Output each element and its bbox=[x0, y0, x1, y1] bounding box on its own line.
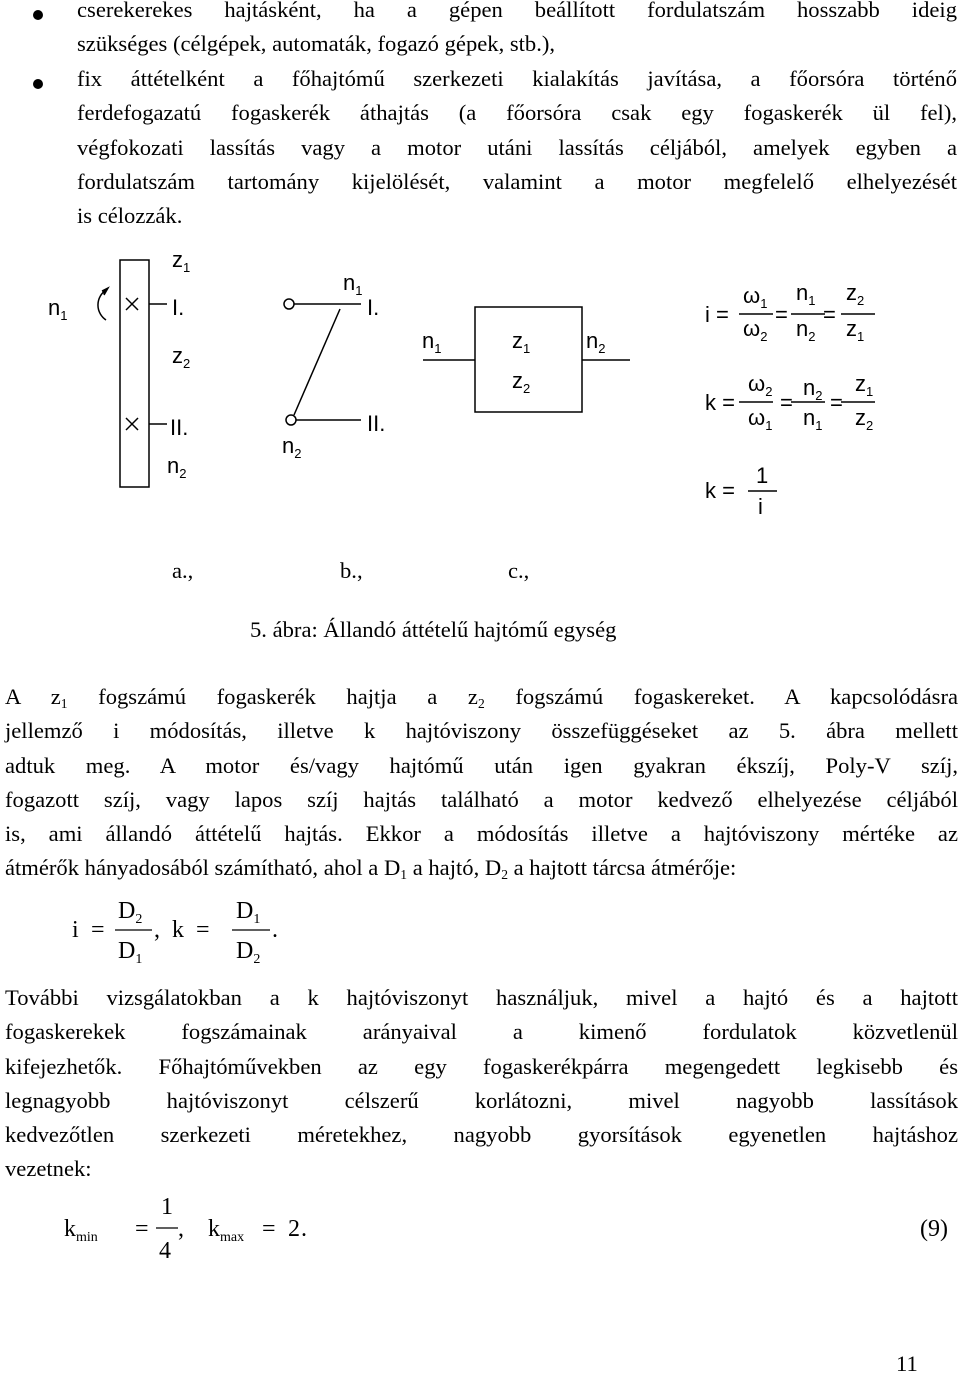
text-line: adtuk meg. A motor és/vagy hajtómű után igen gyakran ékszíj, Poly-V szíj, bbox=[5, 752, 958, 778]
text-line: További vizsgálatokban a k hajtóviszonyt használjuk, mivel a hajtó és a hajtott bbox=[5, 985, 958, 1010]
eq-comma: , bbox=[154, 917, 160, 943]
omega1: $\omega_1$ bbox=[748, 405, 773, 433]
eq-sign: = bbox=[830, 390, 843, 415]
omega1: $\omega_1$ bbox=[743, 283, 768, 311]
text-line: A $z_1$ fogszámú fogaskerék hajtja a $z_2$ fogszámú fogaskereket. A kapcsolódásra bbox=[5, 684, 958, 712]
sublabel-b: b., bbox=[340, 558, 363, 583]
text-line: fordulatszám tartomány kijelölését, valamint a motor megfelelő elhelyezését bbox=[77, 168, 957, 194]
text-line: szükséges (célgépek, automaták, fogazó gépek, stb.), bbox=[77, 31, 556, 57]
paragraph-1 bbox=[5, 680, 958, 886]
gear-drive-figure bbox=[0, 235, 960, 535]
eq-sign: = bbox=[780, 390, 793, 415]
eq-sign: = bbox=[196, 917, 210, 943]
eq-sign: = bbox=[91, 917, 105, 943]
text-line: fogazott szíj, vagy lapos szíj hajtás található a motor kedvező elhelyezése céljából bbox=[5, 786, 958, 812]
text-line: végfokozati lassítás vagy a motor utáni lassítás céljából, amelyek egyben a bbox=[77, 134, 957, 160]
eq-sign: = bbox=[262, 1216, 276, 1242]
n2-bottom: $n_2$ bbox=[796, 316, 816, 344]
fig-a-stage2: II. bbox=[170, 415, 189, 440]
fig-c-z2: $z_2$ bbox=[512, 368, 531, 396]
n2-top: $n_2$ bbox=[803, 375, 823, 403]
bullet-item-2 bbox=[77, 62, 957, 233]
eq-d2-bottom: $D_2$ bbox=[236, 938, 261, 967]
sublabel-c: c., bbox=[508, 558, 530, 583]
fig-a-n2: $n_2$ bbox=[167, 453, 187, 481]
bullet-marker bbox=[33, 10, 43, 20]
formula-k2-lhs: k = bbox=[705, 478, 735, 503]
arrow-head-icon bbox=[102, 288, 108, 295]
pivot-1 bbox=[284, 299, 294, 309]
text-line: kedvezőtlen szerkezeti méretekhez, nagyobb gyorsítások egyenetlen hajtáshoz bbox=[5, 1122, 958, 1148]
text-line: is célozzák. bbox=[77, 203, 183, 229]
text-line: ferdefogazatú fogaskerék áthajtás (a főorsóra csak egy fogaskerék ül fel), bbox=[77, 100, 957, 126]
eq-d1: $D_1$ bbox=[118, 938, 143, 967]
ratio-line bbox=[294, 309, 340, 415]
fig-a-z1: $z_1$ bbox=[172, 247, 191, 275]
text-line: vezetnek: bbox=[5, 1156, 92, 1182]
z1-bottom: $z_1$ bbox=[846, 316, 865, 344]
eq-d1-top: $D_1$ bbox=[236, 898, 261, 927]
page-number: 11 bbox=[896, 1351, 918, 1376]
eq-period: . bbox=[301, 1216, 307, 1242]
omega2: $\omega_2$ bbox=[743, 316, 768, 344]
text-line: kifejezhetők. Főhajtóművekben az egy fogaskerékpárra megengedett legkisebb és bbox=[5, 1053, 958, 1079]
eq-i: i bbox=[72, 917, 79, 943]
gear-shaft-rect bbox=[120, 260, 149, 487]
four: 4 bbox=[159, 1238, 171, 1264]
z2-bottom: $z_2$ bbox=[855, 405, 874, 433]
i-denominator: i bbox=[758, 494, 763, 519]
text-line: fix áttételként a főhajtómű szerkezeti kialakítás javítása, a főorsóra történő bbox=[77, 66, 957, 91]
equation-9 bbox=[60, 1188, 960, 1268]
text-line: átmérők hányadosából számítható, ahol a $D_1$ a hajtó, $D_2$ a hajtott tárcsa átmérője: bbox=[5, 855, 737, 883]
fig-b-n2: $n_2$ bbox=[282, 433, 302, 461]
fig-a-n1: $n_1$ bbox=[48, 295, 68, 323]
text-line: cserekerekes hajtásként, ha a gépen beállított fordulatszám hosszabb ideig bbox=[77, 0, 957, 22]
eq-sign: = bbox=[823, 302, 836, 327]
figure-caption: 5. ábra: Állandó áttételű hajtómű egység bbox=[250, 617, 617, 642]
formula-k-lhs: k = bbox=[705, 390, 735, 415]
fig-b-stage1: I. bbox=[367, 295, 380, 320]
eq-comma: , bbox=[178, 1216, 184, 1242]
fig-a-stage1: I. bbox=[172, 295, 185, 320]
fig-c-n2: $n_2$ bbox=[586, 328, 606, 356]
text-line: is, ami állandó áttételű hajtás. Ekkor a módosítás illetve a hajtóviszony mértéke az bbox=[5, 821, 958, 847]
eq-period: . bbox=[272, 917, 278, 943]
fig-b-n1: $n_1$ bbox=[343, 270, 363, 298]
one: 1 bbox=[161, 1194, 173, 1220]
text-line: legnagyobb hajtóviszonyt célszerű korlátozni, mivel nagyobb lassítások bbox=[5, 1087, 958, 1113]
eq-sign: = bbox=[775, 302, 788, 327]
fig-b-stage2: II. bbox=[367, 411, 386, 436]
formula-i-lhs: i = bbox=[705, 302, 729, 327]
n1-top: $n_1$ bbox=[796, 280, 816, 308]
z1-top: $z_1$ bbox=[855, 371, 874, 399]
two: 2 bbox=[288, 1216, 300, 1242]
fig-c-n1: $n_1$ bbox=[422, 328, 442, 356]
pivot-2 bbox=[286, 415, 296, 425]
bullet-item-1 bbox=[77, 0, 957, 62]
one: 1 bbox=[756, 463, 769, 488]
n1-bottom: $n_1$ bbox=[803, 405, 823, 433]
fig-c-z1: $z_1$ bbox=[512, 328, 531, 356]
paragraph-2 bbox=[5, 981, 958, 1187]
equation-diameter-ratio bbox=[60, 890, 320, 970]
eq-d2: $D_2$ bbox=[118, 898, 143, 927]
sublabel-a: a., bbox=[172, 558, 194, 583]
z2-top: $z_2$ bbox=[846, 280, 865, 308]
gear-block bbox=[475, 307, 582, 412]
equation-number: (9) bbox=[920, 1216, 948, 1242]
fig-a-z2: $z_2$ bbox=[172, 343, 191, 371]
kmax: $k_{max}$ bbox=[208, 1216, 245, 1245]
bullet-marker bbox=[33, 79, 43, 89]
text-line: fogaskerekek fogszámainak arányaival a kimenő fordulatok közvetlenül bbox=[5, 1019, 958, 1045]
eq-sign: = bbox=[135, 1216, 149, 1242]
eq-k: k bbox=[172, 917, 184, 943]
text-line: jellemző i módosítás, illetve k hajtóviszony összefüggéseket az 5. ábra mellett bbox=[5, 718, 958, 744]
kmin: $k_{min}$ bbox=[64, 1216, 98, 1245]
omega2: $\omega_2$ bbox=[748, 371, 773, 399]
